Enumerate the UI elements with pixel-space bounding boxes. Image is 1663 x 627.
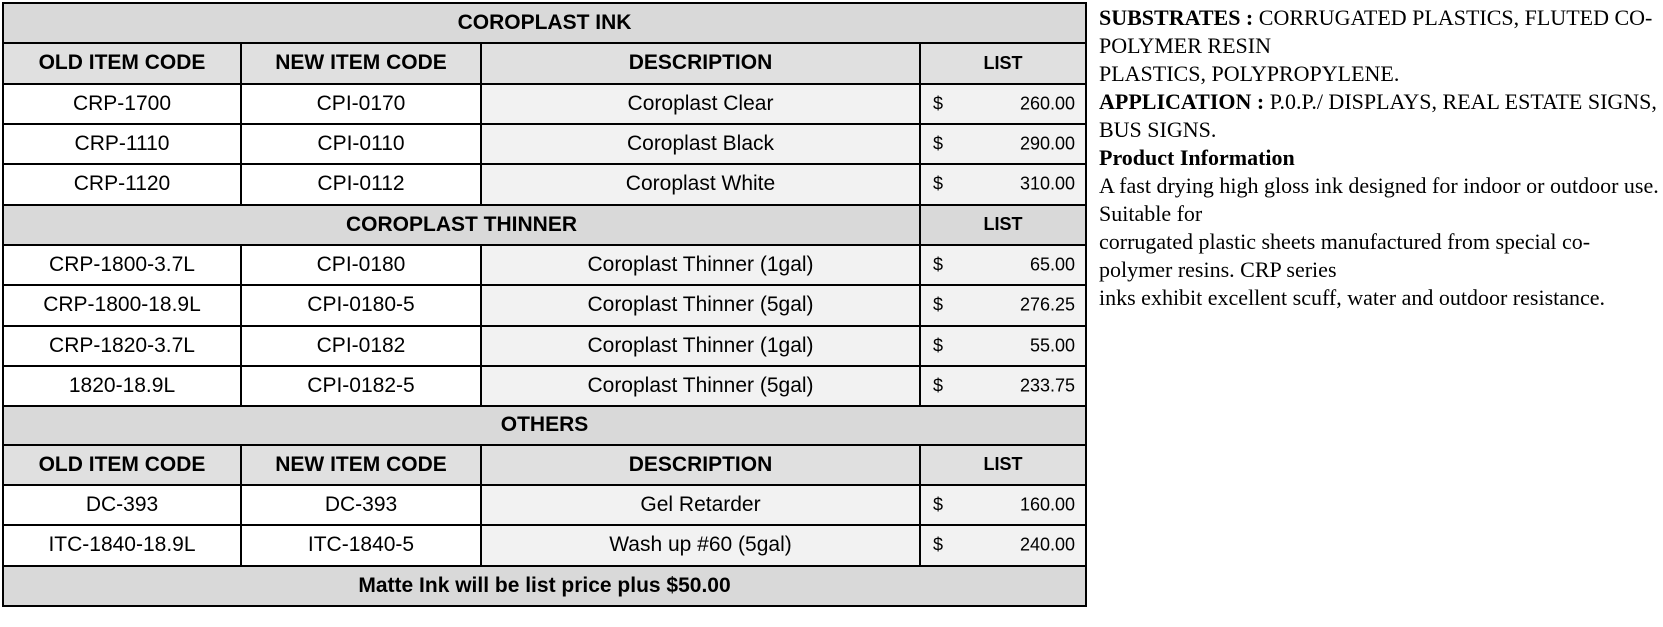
col-header-new-item-code: NEW ITEM CODE (241, 43, 481, 83)
new-item-code: ITC-1840-5 (241, 525, 481, 565)
currency-symbol: $ (933, 534, 944, 555)
table-row (3, 84, 1086, 124)
new-item-code: CPI-0182-5 (241, 366, 481, 406)
section-title-ink: COROPLAST INK (3, 3, 1086, 43)
old-item-code: CRP-1120 (3, 164, 241, 204)
price-amount: 55.00 (1029, 335, 1076, 356)
price-amount: 310.00 (1019, 173, 1076, 194)
price-amount: 240.00 (1019, 534, 1076, 555)
description: Gel Retarder (481, 485, 920, 525)
currency-symbol: $ (933, 494, 944, 515)
currency-symbol: $ (933, 254, 944, 275)
list-price (920, 285, 1086, 325)
product-info-line-2: corrugated plastic sheets manufactured from special co-polymer resins. CRP series (1099, 229, 1591, 282)
list-price (920, 366, 1086, 406)
old-item-code: CRP-1700 (3, 84, 241, 124)
column-header-row (3, 43, 1086, 83)
substrates-paragraph (1099, 4, 1659, 60)
new-item-code: DC-393 (241, 485, 481, 525)
currency-symbol: $ (933, 335, 944, 356)
price-amount: 65.00 (1029, 254, 1076, 275)
substrates-text: CORRUGATED PLASTICS, FLUTED CO-POLYMER RESIN (1099, 5, 1653, 58)
list-price (920, 485, 1086, 525)
section-title-thinner: COROPLAST THINNER (3, 205, 920, 245)
product-information-heading: Product Information (1099, 145, 1295, 170)
table-row (3, 326, 1086, 366)
new-item-code: CPI-0170 (241, 84, 481, 124)
list-price (920, 124, 1086, 164)
description: Coroplast Thinner (5gal) (481, 285, 920, 325)
substrates-text-continued: PLASTICS, POLYPROPYLENE. (1099, 61, 1400, 86)
product-info-line-3: inks exhibit excellent scuff, water and outdoor resistance. (1099, 285, 1606, 310)
matte-ink-note: Matte Ink will be list price plus $50.00 (3, 566, 1086, 606)
description: Coroplast Thinner (1gal) (481, 326, 920, 366)
footer-row (3, 566, 1086, 606)
currency-symbol: $ (933, 133, 944, 154)
description: Coroplast Thinner (1gal) (481, 245, 920, 285)
price-amount: 233.75 (1019, 375, 1076, 396)
old-item-code: 1820-18.9L (3, 366, 241, 406)
table-row (3, 164, 1086, 204)
new-item-code: CPI-0112 (241, 164, 481, 204)
table-row (3, 485, 1086, 525)
description: Coroplast White (481, 164, 920, 204)
price-amount: 160.00 (1019, 494, 1076, 515)
description: Wash up #60 (5gal) (481, 525, 920, 565)
description: Coroplast Thinner (5gal) (481, 366, 920, 406)
new-item-code: CPI-0180 (241, 245, 481, 285)
application-label: APPLICATION : (1099, 89, 1265, 114)
col-header-old-item-code: OLD ITEM CODE (3, 445, 241, 485)
section-header-others (3, 406, 1086, 444)
old-item-code: DC-393 (3, 485, 241, 525)
application-text: P.0.P./ DISPLAYS, REAL ESTATE SIGNS, BUS SIGNS. (1099, 89, 1657, 142)
old-item-code: CRP-1800-18.9L (3, 285, 241, 325)
product-information-title (1099, 144, 1659, 172)
currency-symbol: $ (933, 375, 944, 396)
table-row (3, 245, 1086, 285)
currency-symbol: $ (933, 173, 944, 194)
price-table (2, 2, 1087, 607)
new-item-code: CPI-0182 (241, 326, 481, 366)
currency-symbol: $ (933, 93, 944, 114)
price-amount: 276.25 (1019, 294, 1076, 315)
col-header-list: LIST (920, 445, 1086, 485)
list-price (920, 245, 1086, 285)
column-header-row (3, 445, 1086, 485)
list-price (920, 525, 1086, 565)
section-title-others: OTHERS (3, 406, 1086, 444)
application-paragraph (1099, 88, 1659, 144)
col-header-description: DESCRIPTION (481, 43, 920, 83)
substrates-label: SUBSTRATES : (1099, 5, 1254, 30)
price-amount: 290.00 (1019, 133, 1076, 154)
table-row (3, 285, 1086, 325)
new-item-code: CPI-0180-5 (241, 285, 481, 325)
col-header-old-item-code: OLD ITEM CODE (3, 43, 241, 83)
product-info-line-1: A fast drying high gloss ink designed for indoor or outdoor use. Suitable for (1099, 173, 1659, 226)
new-item-code: CPI-0110 (241, 124, 481, 164)
product-info-panel (1099, 4, 1659, 312)
col-header-description: DESCRIPTION (481, 445, 920, 485)
old-item-code: CRP-1820-3.7L (3, 326, 241, 366)
old-item-code: CRP-1110 (3, 124, 241, 164)
list-price (920, 164, 1086, 204)
old-item-code: CRP-1800-3.7L (3, 245, 241, 285)
table-row (3, 124, 1086, 164)
section-header-thinner (3, 205, 1086, 245)
col-header-new-item-code: NEW ITEM CODE (241, 445, 481, 485)
col-header-list: LIST (920, 205, 1086, 245)
col-header-list: LIST (920, 43, 1086, 83)
table-row (3, 525, 1086, 565)
description: Coroplast Clear (481, 84, 920, 124)
table-row (3, 366, 1086, 406)
section-header-ink (3, 3, 1086, 43)
price-amount: 260.00 (1019, 93, 1076, 114)
old-item-code: ITC-1840-18.9L (3, 525, 241, 565)
currency-symbol: $ (933, 294, 944, 315)
list-price (920, 84, 1086, 124)
list-price (920, 326, 1086, 366)
description: Coroplast Black (481, 124, 920, 164)
